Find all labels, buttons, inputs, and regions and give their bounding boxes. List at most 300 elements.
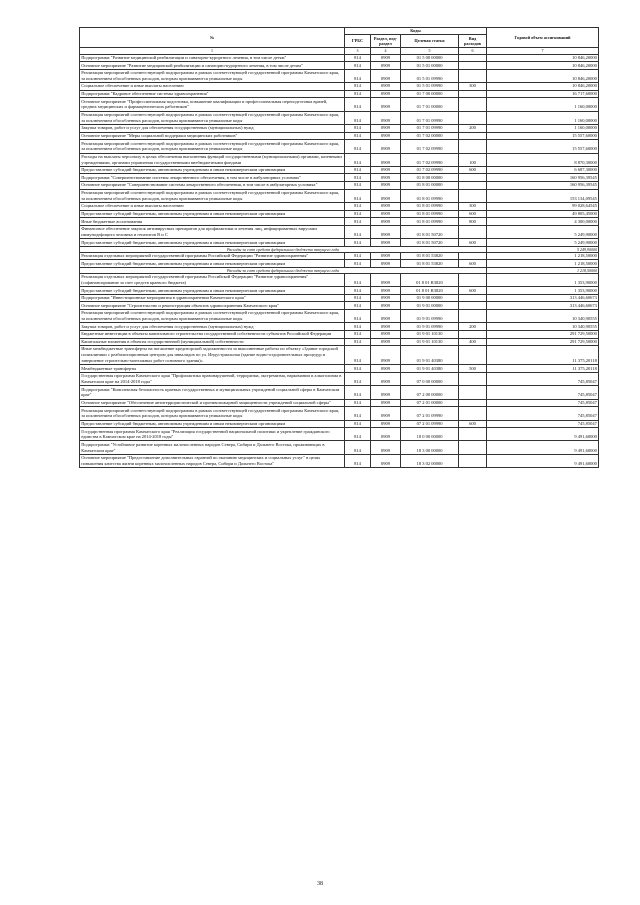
table-row: [80, 210, 599, 218]
row-grbs: 814: [345, 174, 371, 182]
row-amount: 8 870,30000: [487, 153, 599, 166]
row-grbs: 814: [345, 260, 371, 268]
table-row: [80, 294, 599, 302]
row-name: Основное мероприятие "Меры социальной поддержки медицинских работников": [80, 132, 345, 140]
row-section: 0909: [371, 365, 401, 373]
row-name: Государственная программа Камчатского края "Реализация государственной национальной политики и укрепление гражданского единства в Камчатском крае на 2014-2018 годы": [80, 428, 345, 441]
row-expense-type: 600: [459, 260, 487, 268]
row-grbs: 814: [345, 420, 371, 428]
row-amount: 15 557,60000: [487, 140, 599, 153]
row-name: Подпрограмма "Устойчивое развитие коренных малочисленных народов Севера, Сибири и Дальнего Востока, проживающих в Камчатском крае": [80, 441, 345, 454]
row-section: 0909: [371, 111, 401, 124]
row-expense-type: [459, 54, 487, 62]
row-target-article: 01 7 02 00000: [401, 132, 459, 140]
table-row: [80, 218, 599, 226]
note-amount: 5 249,90000: [487, 246, 599, 252]
row-target-article: 07 2 01 00000: [401, 399, 459, 407]
row-amount: 10 846,20000: [487, 83, 599, 91]
row-target-article: 01 8 01 53820: [401, 260, 459, 268]
note-text: Расходы за счет средств федерального бюджета текущего года: [80, 267, 487, 273]
row-grbs: 814: [345, 69, 371, 82]
row-grbs: 814: [345, 210, 371, 218]
row-grbs: 814: [345, 111, 371, 124]
row-expense-type: 200: [459, 323, 487, 331]
row-section: 0909: [371, 174, 401, 182]
row-amount: 10 340,90555: [487, 309, 599, 322]
table-row: [80, 83, 599, 91]
row-name: Основное мероприятие "Совершенствование системы лекарственного обеспечения, в том числе в амбулаторных условиях": [80, 182, 345, 190]
row-expense-type: [459, 140, 487, 153]
table-row: [80, 166, 599, 174]
row-amount: 1 353,90000: [487, 273, 599, 286]
table-row: [80, 330, 599, 338]
column-index-row: [80, 47, 599, 54]
row-section: 0909: [371, 90, 401, 98]
row-target-article: 01 5 00 00000: [401, 54, 459, 62]
header-section: Раздел, под-раздел: [371, 35, 401, 48]
table-row: [80, 428, 599, 441]
budget-table: [79, 27, 599, 468]
row-grbs: 814: [345, 203, 371, 211]
row-name: Основное мероприятие "Обеспечение антитеррористической и противопожарной защищенности учреждений социальной сферы": [80, 399, 345, 407]
table-header: [80, 28, 599, 48]
row-target-article: 01 9 01 10130: [401, 338, 459, 346]
row-section: 0909: [371, 140, 401, 153]
row-grbs: 814: [345, 338, 371, 346]
row-grbs: 814: [345, 225, 371, 238]
row-grbs: 814: [345, 294, 371, 302]
row-amount: 745,85047: [487, 386, 599, 399]
row-target-article: 07 2 01 09990: [401, 407, 459, 420]
row-name: Реализация мероприятий соответствующей подпрограммы в рамках соответствующей государственной программы Камчатского края, за исключением обособленных расходов, которым присваиваются уникальные коды: [80, 189, 345, 202]
row-amount: 291 729,50000: [487, 338, 599, 346]
header-expense-type: Вид расходов: [459, 35, 487, 48]
row-amount: 1 218,50000: [487, 260, 599, 268]
row-section: 0909: [371, 346, 401, 365]
row-expense-type: [459, 252, 487, 260]
row-section: 0909: [371, 428, 401, 441]
row-grbs: 814: [345, 441, 371, 454]
header-target-article: Целевая статья: [401, 35, 459, 48]
row-amount: 6 687,30000: [487, 166, 599, 174]
row-grbs: 814: [345, 62, 371, 70]
row-amount: 1 218,50000: [487, 252, 599, 260]
row-grbs: 814: [345, 287, 371, 295]
table-row: [80, 174, 599, 182]
row-expense-type: [459, 309, 487, 322]
row-grbs: 814: [345, 83, 371, 91]
row-grbs: 814: [345, 309, 371, 322]
row-grbs: 814: [345, 454, 371, 467]
table-row: [80, 225, 599, 238]
row-name: Предоставление субсидий бюджетным, автономным учреждениям и иным некоммерческим организациям: [80, 166, 345, 174]
table-row: [80, 365, 599, 373]
row-expense-type: [459, 330, 487, 338]
row-name: Социальное обеспечение и иные выплаты населению: [80, 203, 345, 211]
table-row: [80, 90, 599, 98]
row-grbs: 814: [345, 273, 371, 286]
column-index: 1: [80, 47, 345, 54]
column-index: 4: [371, 47, 401, 54]
row-name: Реализация отдельных мероприятий государственной программы Российской Федерации "Развитие здравоохранения": [80, 252, 345, 260]
row-amount: 10 340,90555: [487, 323, 599, 331]
row-section: 0909: [371, 407, 401, 420]
row-amount: 10 846,20000: [487, 54, 599, 62]
row-target-article: 07 0 00 00000: [401, 372, 459, 385]
table-row: [80, 372, 599, 385]
row-expense-type: [459, 346, 487, 365]
row-section: 0909: [371, 441, 401, 454]
table-row: [80, 111, 599, 124]
row-amount: 99 028,64545: [487, 203, 599, 211]
header-grbs: ГРБС: [345, 35, 371, 48]
table-row: [80, 407, 599, 420]
row-amount: 745,85047: [487, 372, 599, 385]
row-target-article: 01 8 01 09990: [401, 218, 459, 226]
row-section: 0909: [371, 273, 401, 286]
row-grbs: 814: [345, 239, 371, 247]
row-target-article: 01 7 02 09990: [401, 153, 459, 166]
row-target-article: 01 7 00 00000: [401, 90, 459, 98]
table-body: [80, 47, 599, 467]
row-name: Реализация мероприятий соответствующей подпрограммы в рамках соответствующей государственной программы Камчатского края, за исключением обособленных расходов, которым присваиваются уникальные коды: [80, 407, 345, 420]
row-target-article: 01 8 01 00000: [401, 182, 459, 190]
note-text: Расходы за счет средств федерального бюджета текущего года: [80, 246, 487, 252]
row-amount: 5 249,90000: [487, 225, 599, 238]
row-amount: 10 846,20000: [487, 69, 599, 82]
row-grbs: 814: [345, 323, 371, 331]
row-expense-type: [459, 111, 487, 124]
row-amount: 10 846,20000: [487, 62, 599, 70]
row-section: 0909: [371, 372, 401, 385]
row-grbs: 814: [345, 182, 371, 190]
row-section: 0909: [371, 287, 401, 295]
row-grbs: 814: [345, 407, 371, 420]
row-target-article: 01 9 01 40380: [401, 365, 459, 373]
table-row: [80, 260, 599, 268]
row-target-article: 01 9 00 00000: [401, 294, 459, 302]
row-section: 0909: [371, 454, 401, 467]
row-section: 0909: [371, 225, 401, 238]
row-section: 0909: [371, 182, 401, 190]
row-target-article: 01 9 01 09990: [401, 309, 459, 322]
row-amount: 1 160,00000: [487, 125, 599, 133]
table-row: [80, 98, 599, 111]
table-row: [80, 273, 599, 286]
row-target-article: 01 8 01 R3820: [401, 287, 459, 295]
row-section: 0909: [371, 132, 401, 140]
row-name: Реализация мероприятий соответствующей подпрограммы в рамках соответствующей государственной программы Камчатского края, за исключением обособленных расходов, которым присваиваются уникальные коды: [80, 140, 345, 153]
row-name: Подпрограмма "Совершенствование системы лекарственного обеспечения, в том числе в амбулаторных условиях": [80, 174, 345, 182]
row-expense-type: 600: [459, 420, 487, 428]
row-expense-type: [459, 441, 487, 454]
row-section: 0909: [371, 386, 401, 399]
row-expense-type: [459, 294, 487, 302]
table-row: [80, 182, 599, 190]
row-section: 0909: [371, 294, 401, 302]
row-target-article: 01 7 02 09990: [401, 166, 459, 174]
row-name: Иные межбюджетные трансферты на погашение кредиторской задолженности за выполненные работы по объекту «Здание городской поликлиники с реабилитационным центром для инвалидов по ул. Индустриальная (здание водно-оздоровительных процедур и завершение строительно-монтажных работ основного здания)»: [80, 346, 345, 365]
row-expense-type: 300: [459, 203, 487, 211]
row-grbs: 814: [345, 98, 371, 111]
row-expense-type: 500: [459, 365, 487, 373]
row-name: Государственная программа Камчатского края "Профилактика правонарушений, терроризма, экстремизма, наркомании и алкоголизма в Камчатском крае на 2014-2018 годы": [80, 372, 345, 385]
row-amount: 745,85047: [487, 399, 599, 407]
row-grbs: 814: [345, 252, 371, 260]
row-amount: 11 375,20118: [487, 365, 599, 373]
row-name: Межбюджетные трансферты: [80, 365, 345, 373]
row-target-article: 01 8 01 09990: [401, 203, 459, 211]
row-target-article: 07 2 00 00000: [401, 386, 459, 399]
table-row: [80, 203, 599, 211]
row-section: 0909: [371, 302, 401, 310]
row-grbs: 814: [345, 132, 371, 140]
table-row: [80, 189, 599, 202]
row-section: 0909: [371, 189, 401, 202]
row-target-article: 01 9 01 09990: [401, 323, 459, 331]
row-name: Подпрограмма "Кадровое обеспечение системы здравоохранения": [80, 90, 345, 98]
row-target-article: 01 5 01 09990: [401, 83, 459, 91]
row-name: Основное мероприятие "Профессиональная подготовка, повышение квалификации и профессиональная переподготовка врачей, средних медицинских и фармацевтических работников": [80, 98, 345, 111]
row-amount: 1 353,90000: [487, 287, 599, 295]
row-expense-type: [459, 225, 487, 238]
row-name: Иные бюджетные ассигнования: [80, 218, 345, 226]
page-number: 38: [317, 881, 323, 887]
row-section: 0909: [371, 323, 401, 331]
column-index: 5: [401, 47, 459, 54]
row-section: 0909: [371, 210, 401, 218]
row-grbs: 814: [345, 153, 371, 166]
row-grbs: 814: [345, 386, 371, 399]
row-grbs: 814: [345, 428, 371, 441]
table-row: [80, 386, 599, 399]
row-target-article: 01 5 01 09990: [401, 69, 459, 82]
row-grbs: 814: [345, 90, 371, 98]
row-expense-type: [459, 407, 487, 420]
row-expense-type: 300: [459, 83, 487, 91]
row-section: 0909: [371, 153, 401, 166]
row-section: 0909: [371, 62, 401, 70]
row-section: 0909: [371, 69, 401, 82]
row-grbs: 814: [345, 330, 371, 338]
row-name: Основное мероприятие "Развитие медицинской реабилитации и санаторно-курортного лечения, в том числе детям": [80, 62, 345, 70]
row-target-article: 01 9 01 40380: [401, 346, 459, 365]
row-expense-type: [459, 90, 487, 98]
row-name: Бюджетные инвестиции в объекты капитального строительства государственной собственности субъектов Российской Федерации: [80, 330, 345, 338]
row-section: 0909: [371, 218, 401, 226]
row-expense-type: [459, 386, 487, 399]
row-amount: 9 491,60000: [487, 428, 599, 441]
row-target-article: 01 8 01 53820: [401, 252, 459, 260]
row-amount: 291 729,50000: [487, 330, 599, 338]
row-target-article: 18 0 00 00000: [401, 428, 459, 441]
table-row: [80, 287, 599, 295]
row-name: Предоставление субсидий бюджетным, автономным учреждениям и иным некоммерческим организациям: [80, 287, 345, 295]
row-expense-type: 600: [459, 166, 487, 174]
row-amount: 745,85047: [487, 420, 599, 428]
row-target-article: 01 7 01 09990: [401, 111, 459, 124]
row-target-article: 01 8 00 00000: [401, 174, 459, 182]
row-grbs: 814: [345, 372, 371, 385]
row-section: 0909: [371, 54, 401, 62]
table-row: [80, 69, 599, 82]
row-expense-type: [459, 372, 487, 385]
column-index: 7: [487, 47, 599, 54]
row-target-article: 01 8 01 50720: [401, 225, 459, 238]
table-row: [80, 132, 599, 140]
row-amount: 313 446,60673: [487, 294, 599, 302]
row-section: 0909: [371, 203, 401, 211]
table-row: [80, 399, 599, 407]
row-target-article: 01 5 01 00000: [401, 62, 459, 70]
row-name: Основное мероприятие "Строительство и реконструкция объектов здравоохранения Камчатского края": [80, 302, 345, 310]
row-expense-type: 600: [459, 239, 487, 247]
row-amount: 4 300,00000: [487, 218, 599, 226]
row-amount: 15 557,60000: [487, 132, 599, 140]
row-expense-type: [459, 62, 487, 70]
row-target-article: 01 8 01 R3820: [401, 273, 459, 286]
row-grbs: 814: [345, 302, 371, 310]
row-target-article: 01 9 01 10130: [401, 330, 459, 338]
table-row: [80, 323, 599, 331]
table-row: [80, 54, 599, 62]
row-grbs: 814: [345, 54, 371, 62]
row-amount: 313 446,60673: [487, 302, 599, 310]
header-annual-volume: Годовой объем ассигнований: [487, 28, 599, 48]
table-row: [80, 239, 599, 247]
row-section: 0909: [371, 98, 401, 111]
row-target-article: 18 3 00 00000: [401, 441, 459, 454]
row-name: Расходы на выплаты персоналу в целях обеспечения выполнения функций государственными (муниципальными) органами, казенными учреждениями, органами управления государственными внебюджетными фондами: [80, 153, 345, 166]
row-name: Предоставление субсидий бюджетным, автономным учреждениям и иным некоммерческим организациям: [80, 210, 345, 218]
row-grbs: 814: [345, 189, 371, 202]
row-name: Реализация мероприятий соответствующей подпрограммы в рамках соответствующей государственной программы Камчатского края, за исключением обособленных расходов, которым присваиваются уникальные коды: [80, 111, 345, 124]
row-amount: 11 375,20118: [487, 346, 599, 365]
row-expense-type: [459, 428, 487, 441]
row-grbs: 814: [345, 365, 371, 373]
row-expense-type: 100: [459, 153, 487, 166]
row-name: Закупка товаров, работ и услуг для обеспечения государственных (муниципальных) нужд: [80, 323, 345, 331]
row-target-article: 01 9 01 00000: [401, 302, 459, 310]
row-expense-type: [459, 132, 487, 140]
row-section: 0909: [371, 330, 401, 338]
table-row: [80, 309, 599, 322]
row-expense-type: 800: [459, 218, 487, 226]
row-amount: 1 160,00000: [487, 98, 599, 111]
row-section: 0909: [371, 420, 401, 428]
row-grbs: 814: [345, 140, 371, 153]
row-target-article: 01 8 01 50720: [401, 239, 459, 247]
row-name: Финансовое обеспечение закупок антивирусных препаратов для профилактики и лечения лиц, инфицированных вирусами иммунодефицита человека и гепатитов В и С: [80, 225, 345, 238]
row-expense-type: 600: [459, 210, 487, 218]
table-row: [80, 346, 599, 365]
row-target-article: 07 2 01 09990: [401, 420, 459, 428]
row-expense-type: [459, 69, 487, 82]
row-amount: 9 491,60000: [487, 454, 599, 467]
row-grbs: 814: [345, 218, 371, 226]
table-row: [80, 62, 599, 70]
row-section: 0909: [371, 252, 401, 260]
row-expense-type: 600: [459, 287, 487, 295]
row-name: Подпрограмма "Развитие медицинской реабилитации и санаторно-курортного лечения, в том числе детям": [80, 54, 345, 62]
row-name: Закупка товаров, работ и услуг для обеспечения государственных (муниципальных) нужд: [80, 125, 345, 133]
row-grbs: 814: [345, 399, 371, 407]
row-amount: 1 160,00000: [487, 111, 599, 124]
row-grbs: 814: [345, 166, 371, 174]
row-name: Реализация мероприятий соответствующей подпрограммы в рамках соответствующей государственной программы Камчатского края, за исключением обособленных расходов, которым присваиваются уникальные коды: [80, 309, 345, 322]
header-number: №: [80, 28, 345, 48]
row-name: Основное мероприятие "Предоставление дополнительных гарантий по оказанию медицинских и социальных услуг" в целях повышения качества жизни коренных малочисленных народов Севера, Сибири и Дальнего Востока": [80, 454, 345, 467]
row-expense-type: 200: [459, 125, 487, 133]
row-section: 0909: [371, 260, 401, 268]
table-row: [80, 441, 599, 454]
row-name: Социальное обеспечение и иные выплаты населению: [80, 83, 345, 91]
row-section: 0909: [371, 83, 401, 91]
table-row: [80, 153, 599, 166]
row-target-article: 01 8 01 09990: [401, 210, 459, 218]
row-amount: 16 717,60000: [487, 90, 599, 98]
row-name: Подпрограмма "Инвестиционные мероприятия в здравоохранении Камчатского края": [80, 294, 345, 302]
row-section: 0909: [371, 309, 401, 322]
table-row: [80, 338, 599, 346]
row-expense-type: 400: [459, 338, 487, 346]
row-name: Предоставление субсидий бюджетным, автономным учреждениям и иным некоммерческим организациям: [80, 260, 345, 268]
row-expense-type: [459, 454, 487, 467]
row-target-article: 18 3 02 00000: [401, 454, 459, 467]
header-codes: Коды: [345, 28, 487, 35]
table-row: [80, 140, 599, 153]
note-amount: 1 218,50000: [487, 267, 599, 273]
row-grbs: 814: [345, 125, 371, 133]
row-section: 0909: [371, 399, 401, 407]
row-expense-type: [459, 302, 487, 310]
row-section: 0909: [371, 125, 401, 133]
row-target-article: 01 7 01 09990: [401, 125, 459, 133]
row-grbs: 814: [345, 346, 371, 365]
row-expense-type: [459, 174, 487, 182]
row-expense-type: [459, 98, 487, 111]
row-amount: 5 249,90000: [487, 239, 599, 247]
row-name: Предоставление субсидий бюджетным, автономным учреждениям и иным некоммерческим организациям: [80, 420, 345, 428]
row-amount: 49 805,45000: [487, 210, 599, 218]
row-expense-type: [459, 399, 487, 407]
row-amount: 9 491,60000: [487, 441, 599, 454]
table-row: [80, 302, 599, 310]
row-amount: 745,85047: [487, 407, 599, 420]
row-name: Капитальные вложения в объекты государственной (муниципальной) собственности: [80, 338, 345, 346]
row-section: 0909: [371, 166, 401, 174]
row-expense-type: [459, 273, 487, 286]
row-amount: 160 956,39545: [487, 182, 599, 190]
row-name: Реализация отдельных мероприятий государственной программы Российской Федерации "Развитие здравоохранения" (софинансирование за счет средств краевого бюджета): [80, 273, 345, 286]
row-target-article: 01 7 02 09990: [401, 140, 459, 153]
row-amount: 160 956,39545: [487, 174, 599, 182]
table-row: [80, 125, 599, 133]
row-section: 0909: [371, 239, 401, 247]
row-expense-type: [459, 189, 487, 202]
row-target-article: 01 8 01 09990: [401, 189, 459, 202]
table-row: [80, 252, 599, 260]
column-index: 6: [459, 47, 487, 54]
row-section: 0909: [371, 338, 401, 346]
table-row: [80, 420, 599, 428]
row-amount: 153 134,09545: [487, 189, 599, 202]
row-name: Подпрограмма "Комплексная безопасность краевых государственных и муниципальных учреждений социальной сферы в Камчатском крае": [80, 386, 345, 399]
row-expense-type: [459, 182, 487, 190]
row-target-article: 01 7 01 00000: [401, 98, 459, 111]
column-index: 3: [345, 47, 371, 54]
table-row: [80, 454, 599, 467]
